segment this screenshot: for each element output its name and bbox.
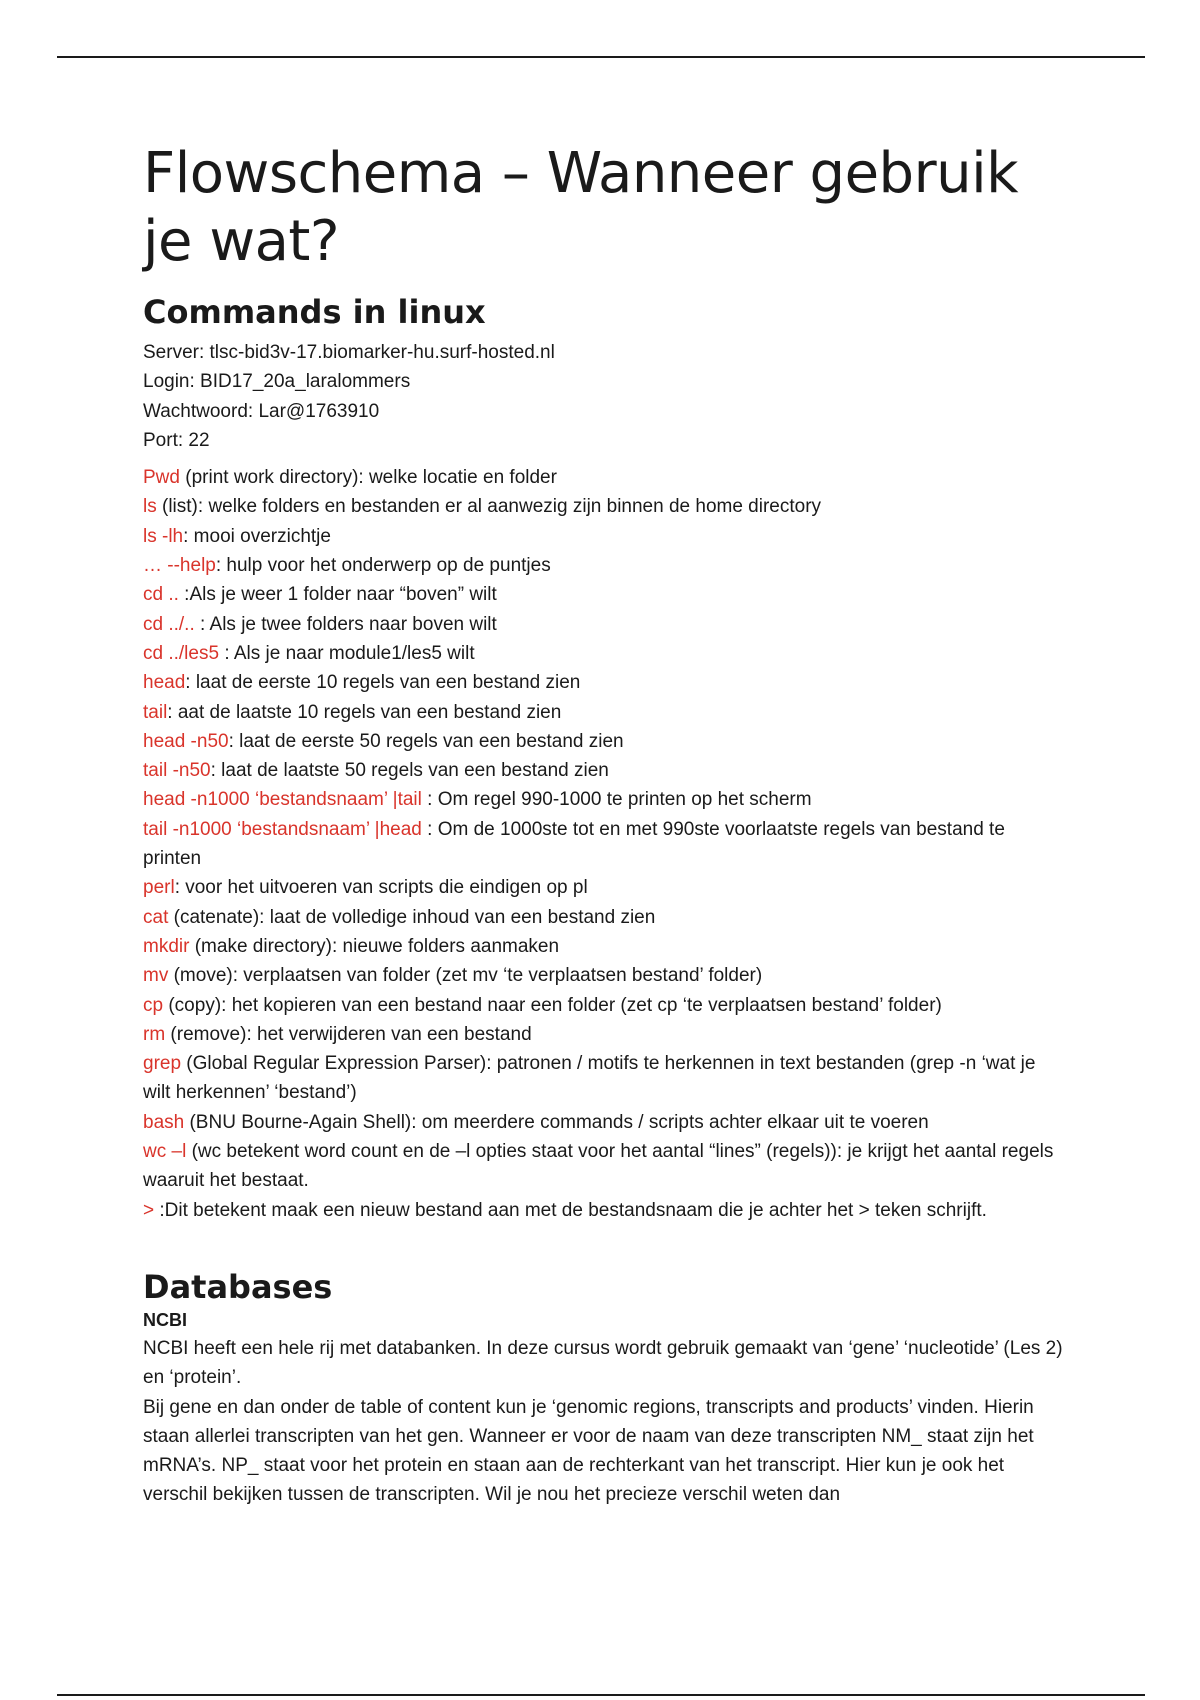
footer-rule: [57, 1694, 1145, 1696]
credential-password: Wachtwoord: Lar@1763910: [143, 400, 380, 422]
command-name: ls: [143, 496, 157, 518]
command-item: [143, 991, 1063, 1020]
command-description: (catenate): laat de volledige inhoud van een bestand zien: [168, 906, 656, 928]
command-description: : voor het uitvoeren van scripts die eindigen op pl: [174, 877, 588, 899]
command-name: cp: [143, 994, 164, 1016]
command-description: (list): welke folders en bestanden er al aanwezig zijn binnen de home directory: [156, 496, 822, 518]
command-item: [143, 873, 1063, 902]
command-description: : mooi overzichtje: [183, 525, 331, 547]
credential-login: Login: BID17_20a_laralommers: [143, 371, 411, 393]
command-description: (make directory): nieuwe folders aanmaken: [189, 935, 560, 957]
command-description: : laat de eerste 10 regels van een bestand zien: [185, 672, 581, 694]
command-description: : hulp voor het onderwerp op de puntjes: [215, 555, 551, 577]
command-item: [143, 639, 1063, 668]
ncbi-paragraph-1: NCBI heeft een hele rij met databanken. In deze cursus wordt gebruik gemaakt van ‘gene’ ‘nucleotide’ (Les 2) en ‘protein’.: [143, 1337, 1063, 1389]
command-description: : aat de laatste 10 regels van een bestand zien: [167, 701, 562, 723]
credential-port: Port: 22: [143, 429, 210, 451]
header-rule: [57, 56, 1145, 58]
command-description: (wc betekent word count en de –l opties staat voor het aantal “lines” (regels)): je krijgt het aantal regels waaruit het bestaat.: [143, 1141, 1054, 1192]
credential-server: Server: tlsc-bid3v-17.biomarker-hu.surf-hosted.nl: [143, 342, 555, 363]
command-description: (copy): het kopieren van een bestand naar een folder (zet cp ‘te verplaatsen bestand’ folder): [163, 994, 942, 1016]
command-description: (remove): het verwijderen van een bestand: [165, 1023, 532, 1045]
command-name: perl: [143, 877, 175, 899]
command-item: [143, 668, 1063, 697]
command-name: ls -lh: [143, 525, 184, 547]
command-item: [143, 1049, 1063, 1108]
command-item: [143, 1108, 1063, 1137]
heading-commands-in-linux: Commands in linux: [143, 293, 486, 331]
command-description: : Als je twee folders naar boven wilt: [194, 613, 497, 635]
command-name: head -n50: [143, 730, 229, 752]
command-name: tail -n1000 ‘bestandsnaam’ |head: [143, 818, 422, 840]
command-name: mv: [143, 965, 169, 987]
command-item: [143, 610, 1063, 639]
command-description: : Als je naar module1/les5 wilt: [219, 642, 475, 664]
command-item: [143, 1137, 1063, 1196]
command-item: [143, 961, 1063, 990]
command-description: : laat de laatste 50 regels van een bestand zien: [210, 760, 609, 782]
command-description: (Global Regular Expression Parser): patronen / motifs te herkennen in text bestanden (grep -n ‘wat je wilt herkennen’ ‘bestand’): [143, 1053, 1036, 1104]
command-item: [143, 698, 1063, 727]
document-body: [143, 140, 1063, 1510]
command-item: [143, 463, 1063, 492]
command-item: [143, 815, 1063, 874]
command-name: bash: [143, 1111, 185, 1133]
command-name: grep: [143, 1053, 182, 1075]
command-name: >: [143, 1199, 155, 1221]
command-name: head: [143, 672, 186, 694]
command-item: [143, 932, 1063, 961]
command-name: head -n1000 ‘bestandsnaam’ |tail: [143, 789, 422, 811]
credentials-block: [143, 338, 1063, 455]
commands-list: [143, 463, 1063, 1225]
command-description: : laat de eerste 50 regels van een bestand zien: [228, 730, 624, 752]
subheading-ncbi: NCBI: [143, 1309, 187, 1330]
command-description: :Als je weer 1 folder naar “boven” wilt: [178, 584, 497, 606]
command-description: (print work directory): welke locatie en folder: [179, 467, 557, 489]
command-item: [143, 580, 1063, 609]
command-description: :Dit betekent maak een nieuw bestand aan met de bestandsnaam die je achter het > teken schrijft.: [154, 1199, 987, 1221]
command-name: cd ../..: [143, 613, 195, 635]
command-item: [143, 551, 1063, 580]
command-item: [143, 903, 1063, 932]
command-name: cd ..: [143, 584, 179, 606]
command-item: [143, 522, 1063, 551]
command-name: … --help: [143, 555, 216, 577]
command-description: : Om regel 990-1000 te printen op het scherm: [421, 789, 812, 811]
command-item: [143, 492, 1063, 521]
command-name: cat: [143, 906, 169, 928]
command-description: (BNU Bourne-Again Shell): om meerdere commands / scripts achter elkaar uit te voeren: [184, 1111, 929, 1133]
heading-databases: Databases: [143, 1267, 333, 1306]
command-name: tail: [143, 701, 168, 723]
command-name: mkdir: [143, 935, 190, 957]
command-name: Pwd: [143, 467, 180, 489]
command-name: tail -n50: [143, 760, 211, 782]
command-item: [143, 1020, 1063, 1049]
page-title: Flowschema – Wanneer gebruik je wat?: [143, 141, 1019, 274]
command-item: [143, 785, 1063, 814]
command-description: (move): verplaatsen van folder (zet mv ‘te verplaatsen bestand’ folder): [168, 965, 763, 987]
command-item: [143, 756, 1063, 785]
command-name: cd ../les5: [143, 642, 220, 664]
command-description: : Om de 1000ste tot en met 990ste voorlaatste regels van bestand te printen: [143, 818, 1005, 870]
command-name: rm: [143, 1023, 166, 1045]
ncbi-paragraph-2: Bij gene en dan onder de table of content kun je ‘genomic regions, transcripts and products’ vinden. Hierin staan allerlei transcripten van het gen. Wanneer er voor de naam van deze transcripten NM_ staat zijn het mRNA’s. NP_ staat voor het protein en staan aan de rechterkant van het transcript. Hier kun je ook het verschil bekijken tussen de transcripten. Wil je nou het precieze verschil weten dan: [143, 1396, 1034, 1506]
command-item: [143, 727, 1063, 756]
command-item: [143, 1196, 1063, 1225]
command-name: wc –l: [143, 1141, 187, 1163]
